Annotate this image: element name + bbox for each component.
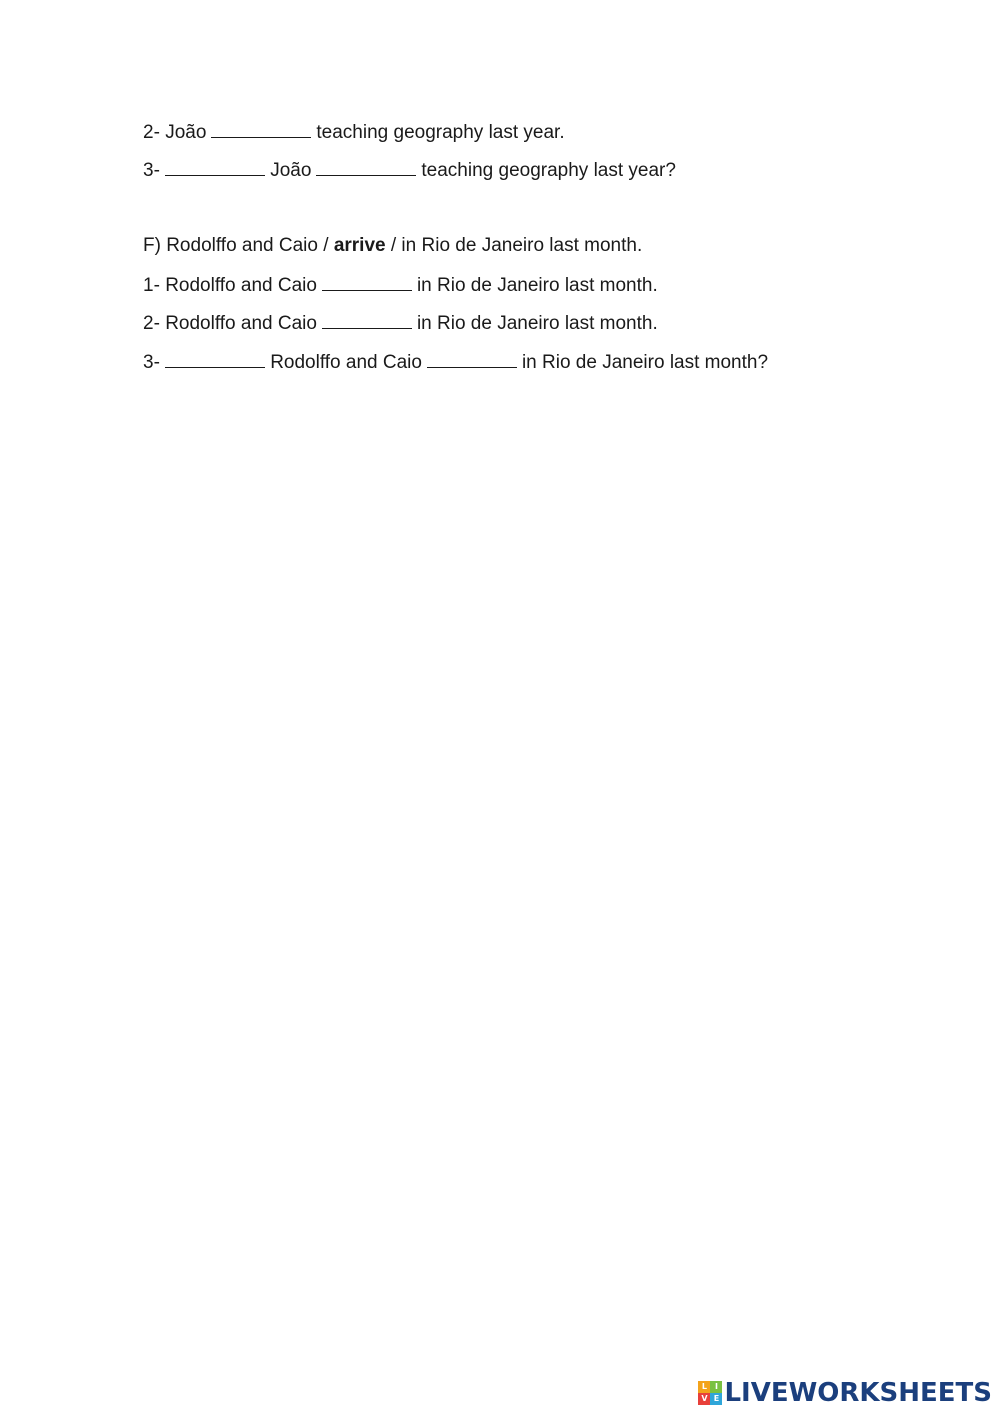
brand-name: LIVEWORKSHEETS xyxy=(724,1378,992,1408)
line-number: 3- xyxy=(143,352,166,373)
subject: Rodolffo and Caio xyxy=(165,275,317,296)
exercise-f-line-1 xyxy=(143,272,658,298)
prompt-prefix: F) Rodolffo and Caio / xyxy=(143,235,334,256)
exercise-f-line-3 xyxy=(143,349,768,375)
exercise-e-line-3 xyxy=(143,157,676,183)
answer-blank[interactable] xyxy=(322,310,412,329)
liveworksheets-logo-icon xyxy=(698,1381,722,1405)
exercise-f-prompt xyxy=(143,234,642,258)
subject: João xyxy=(270,160,312,181)
sentence-rest: teaching geography last year? xyxy=(421,160,676,181)
answer-blank[interactable] xyxy=(427,349,517,368)
line-number: 2- xyxy=(143,122,166,143)
line-number: 3- xyxy=(143,160,166,181)
sentence-rest: teaching geography last year. xyxy=(316,122,565,143)
line-number: 2- xyxy=(143,313,166,334)
logo-letter: L xyxy=(698,1381,710,1393)
sentence-rest: in Rio de Janeiro last month. xyxy=(416,275,658,296)
answer-blank[interactable] xyxy=(316,157,416,176)
prompt-verb: arrive xyxy=(333,235,386,256)
answer-blank[interactable] xyxy=(322,272,412,291)
exercise-f-line-2 xyxy=(143,310,658,336)
logo-letter: V xyxy=(698,1393,710,1405)
line-number: 1- xyxy=(143,275,166,296)
answer-blank[interactable] xyxy=(165,349,265,368)
sentence-rest: in Rio de Janeiro last month? xyxy=(521,352,769,373)
exercise-e-line-2 xyxy=(143,119,565,145)
subject: Rodolffo and Caio xyxy=(165,313,317,334)
answer-blank[interactable] xyxy=(165,157,265,176)
liveworksheets-brand xyxy=(698,1379,992,1407)
answer-blank[interactable] xyxy=(211,119,311,138)
sentence-rest: in Rio de Janeiro last month. xyxy=(416,313,658,334)
logo-letter: E xyxy=(710,1393,722,1405)
prompt-suffix: / in Rio de Janeiro last month. xyxy=(385,235,643,256)
subject: João xyxy=(165,122,207,143)
logo-letter: I xyxy=(710,1381,722,1393)
subject: Rodolffo and Caio xyxy=(270,352,422,373)
